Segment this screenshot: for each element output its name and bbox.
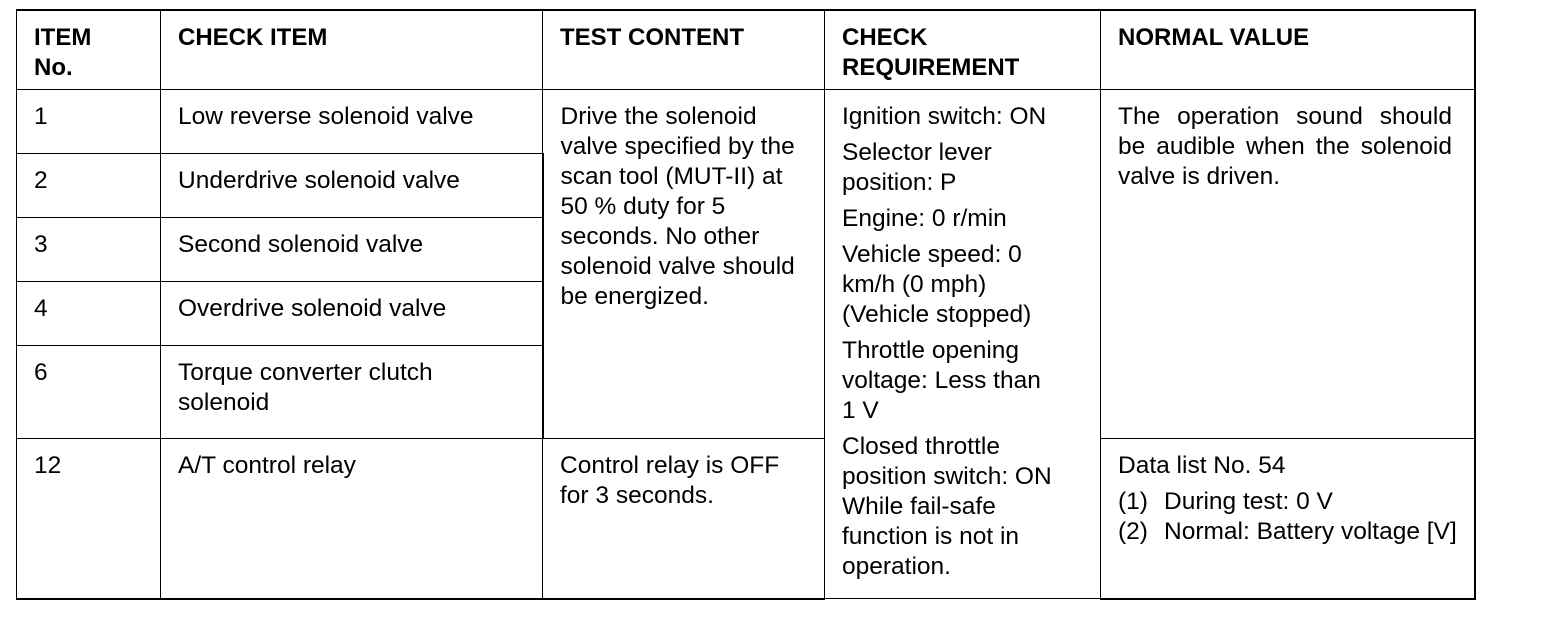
normal-value-solenoids-text: The operation sound should be audible when the solenoid valve is driven.: [1118, 103, 1452, 190]
normal-value-item: [1118, 517, 1458, 547]
header-row: [17, 10, 1475, 90]
header-item-no: [17, 10, 161, 90]
test-content-relay-text: Control relay is OFF for 3 seconds.: [560, 452, 780, 509]
check-item-cell: Overdrive solenoid valve: [161, 282, 543, 346]
item-no-cell: 4: [17, 282, 161, 346]
header-test-content: TEST CONTENT: [543, 10, 825, 90]
item-no-cell: 6: [17, 346, 161, 439]
header-check-requirement-text: CHECK REQUIREMENT: [842, 24, 1020, 81]
item-no-cell: 12: [17, 439, 161, 599]
item-no-cell: 3: [17, 218, 161, 282]
table-row: [17, 439, 1475, 599]
check-requirement-cell: [825, 90, 1101, 599]
requirement-engine: Engine: 0 r/min: [842, 205, 1007, 232]
header-check-requirement: [825, 10, 1101, 90]
item-no-cell: 1: [17, 90, 161, 154]
check-item-cell: A/T control relay: [161, 439, 543, 599]
check-spec-table: [16, 9, 1476, 600]
requirement-closed-throttle: Closed throttle position switch: ON: [842, 433, 1052, 490]
normal-value-cell-relay: [1101, 439, 1475, 599]
requirement-selector: Selector lever position: P: [842, 139, 992, 196]
requirement-vehicle-speed: Vehicle speed: 0 km/h (0 mph) (Vehicle stopped): [842, 241, 1032, 328]
test-content-cell-solenoids: [543, 90, 825, 439]
check-item-cell: [161, 346, 543, 439]
normal-value-item-number: (2): [1118, 518, 1148, 545]
test-content-cell-relay: [543, 439, 825, 599]
header-item-no-text: ITEM No.: [34, 24, 92, 81]
check-item-cell: Underdrive solenoid valve: [161, 154, 543, 218]
item-no-cell: 2: [17, 154, 161, 218]
normal-value-item-number: (1): [1118, 488, 1148, 515]
normal-value-cell-solenoids: [1101, 90, 1475, 439]
header-normal-value: NORMAL VALUE: [1101, 10, 1475, 90]
normal-value-relay-title: Data list No. 54: [1118, 452, 1286, 479]
normal-value-item-text: During test: 0 V: [1164, 488, 1333, 515]
normal-value-item: [1118, 487, 1458, 517]
table-row: [17, 90, 1475, 154]
check-item-text: Torque converter clutch solenoid: [178, 359, 433, 416]
check-item-cell: Low reverse solenoid valve: [161, 90, 543, 154]
check-item-cell: Second solenoid valve: [161, 218, 543, 282]
requirement-throttle-voltage: Throttle opening voltage: Less than 1 V: [842, 337, 1041, 424]
header-check-item: CHECK ITEM: [161, 10, 543, 90]
requirement-fail-safe: While fail-safe function is not in operation.: [842, 493, 1020, 580]
requirement-ignition: Ignition switch: ON: [842, 103, 1047, 130]
normal-value-item-text: Normal: Battery voltage [V]: [1164, 518, 1457, 545]
test-content-solenoids-text: Drive the solenoid valve specified by the scan tool (MUT-II) at 50 % duty for 5 seconds. No other solenoid valve should be energized.: [560, 103, 795, 310]
